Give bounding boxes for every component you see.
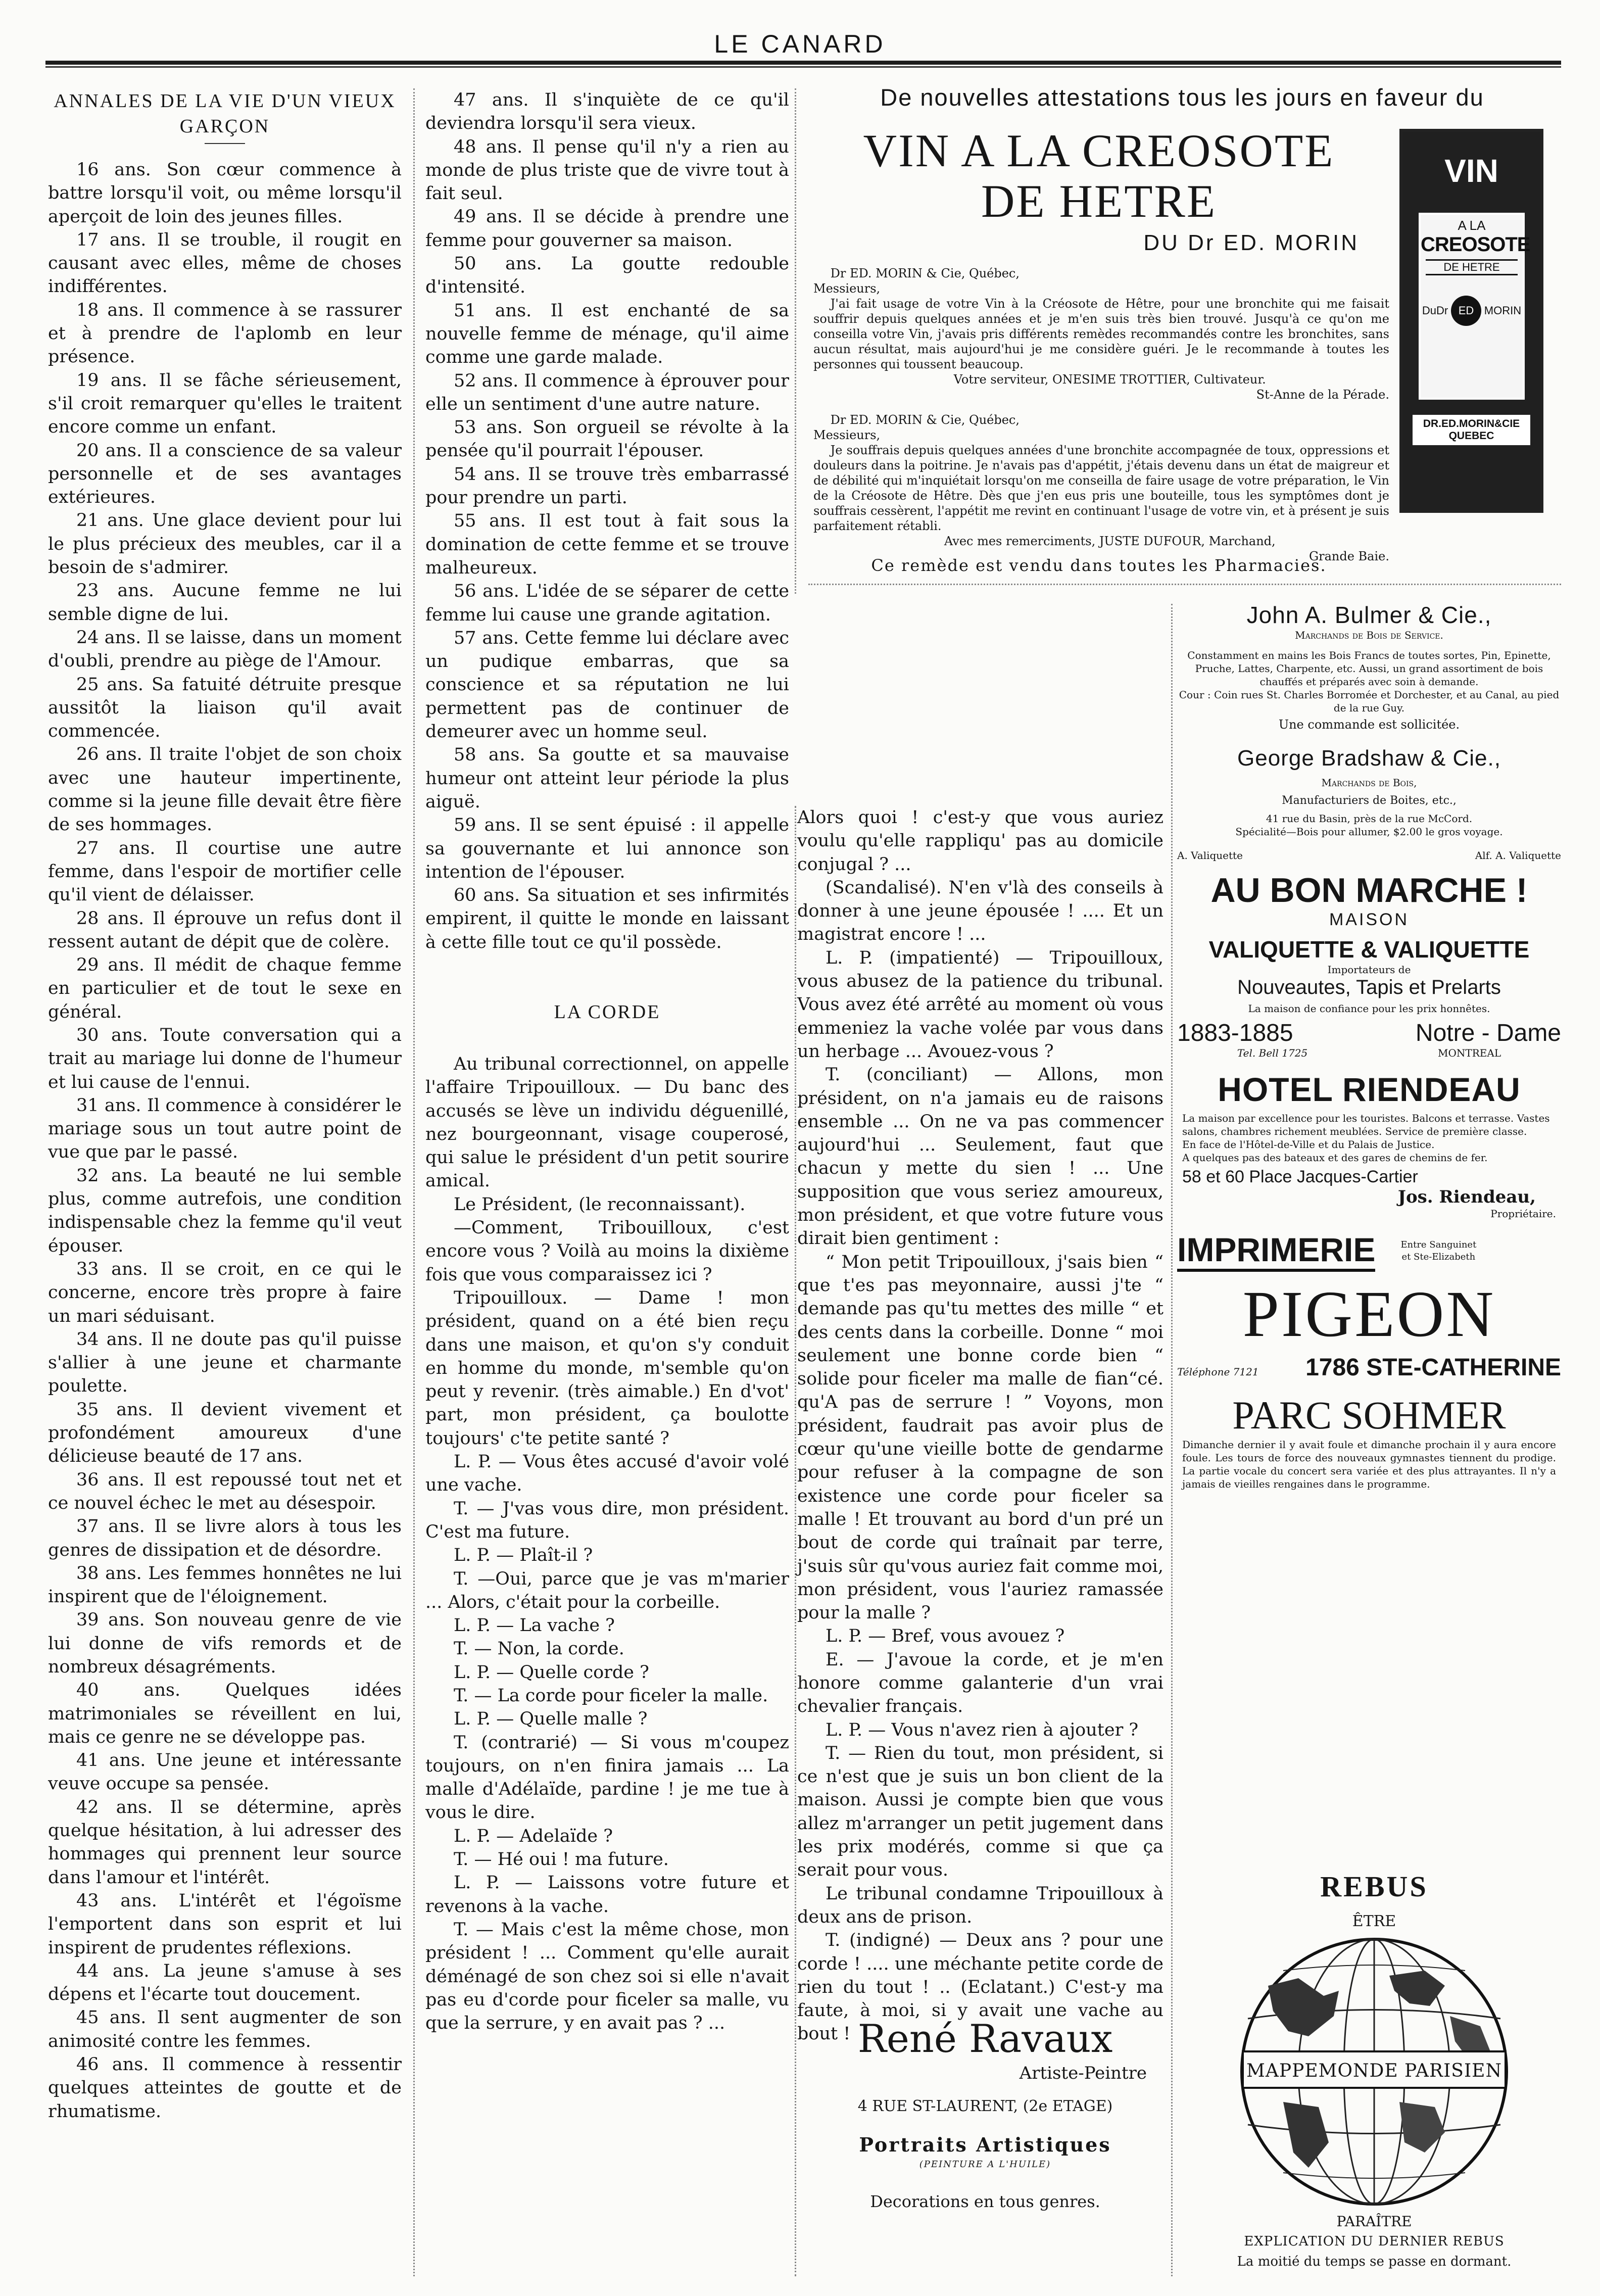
paragraph: 23 ans. Aucune femme ne lui semble digne de lui.	[48, 581, 402, 625]
masthead-rule	[45, 61, 1561, 65]
paragraph: L. P. — Quelle malle ?	[454, 1709, 648, 1730]
paragraph: 47 ans. Il s'inquiète de ce qu'il deviendra lorsqu'il sera vieux.	[425, 90, 789, 134]
pigeon-name: PIGEON	[1242, 1278, 1496, 1351]
masthead	[0, 0, 1600, 66]
imprimerie-et: et Ste-Elizabeth	[1401, 1252, 1476, 1262]
paragraph: 17 ans. Il se trouble, il rougit en causant avec elles, même de choses indifférentes.	[48, 229, 402, 297]
paragraph: Le Président, (le reconnaissant).	[454, 1194, 746, 1215]
bottle-label-text: MORIN	[1484, 304, 1522, 317]
bon-marche-goods: Nouveautes, Tapis et Prelarts	[1237, 976, 1501, 998]
column-divider	[413, 88, 415, 2276]
paragraph: Au tribunal correctionnel, on appelle l'affaire Tripouilloux. — Du banc des accusés se lève un individu déguenillé, nez bourgeonnant, visage couperosé, qui salue le président d'un petit sourire amical.	[425, 1054, 789, 1191]
bottle-label-text: DE HETRE	[1426, 259, 1518, 275]
bulmer-name: John A. Bulmer & Cie.,	[1246, 602, 1492, 628]
paragraph: 37 ans. Il se livre alors à tous les genres de dissipation et de désordre.	[48, 1516, 402, 1560]
pigeon-address: 1786 STE-CATHERINE	[1305, 1354, 1561, 1381]
column-divider	[795, 88, 796, 594]
column-divider	[795, 806, 796, 2276]
newspaper-title: LE CANARD	[714, 30, 886, 58]
ad-title-line1: VIN A LA CREOSOTE	[863, 125, 1335, 176]
paragraph: 16 ans. Son cœur commence à battre lorsqu'il voit, ou même lorsqu'il aperçoit de loin des jeunes filles.	[48, 160, 402, 227]
bradshaw-sub: Marchands de Bois,	[1321, 777, 1417, 789]
paragraph: 51 ans. Il est enchanté de sa nouvelle femme de ménage, qu'il aime comme une garde malade.	[425, 300, 789, 368]
paragraph: 50 ans. La goutte redouble d'intensité.	[425, 254, 789, 298]
bradshaw-name: George Bradshaw & Cie.,	[1237, 746, 1501, 771]
paragraph: 29 ans. Il médit de chaque femme en particulier et de tout le sexe en général.	[48, 955, 402, 1022]
valiquette-left: A. Valiquette	[1177, 849, 1243, 862]
paragraph: 19 ans. Il se fâche sérieusement, s'il croit remarquer qu'elles le traitent encore comme un enfant.	[48, 370, 402, 438]
ravaux-title: Artiste-Peintre	[1019, 2063, 1147, 2083]
paragraph: E. — J'avoue la corde, et je m'en honore comme galanterie d'un vrai chevalier français.	[797, 1649, 1163, 1717]
masthead-rule-thin	[45, 66, 1561, 68]
paragraph: 40 ans. Quelques idées matrimoniales se réveillent en lui, mais ce genre ne se développe pas.	[48, 1680, 402, 1747]
paragraph: 24 ans. Il se laisse, dans un moment d'oubli, prendre au piège de l'Amour.	[48, 627, 402, 672]
bottle-label-vin: VIN	[1444, 153, 1498, 189]
riendeau-role: Propriétaire.	[1490, 1208, 1556, 1220]
riendeau-body3: A quelques pas des bateaux et des gares de chemins de fer.	[1182, 1152, 1488, 1164]
ravaux-decorations: Decorations en tous genres.	[870, 2192, 1100, 2211]
paragraph: L. P. — La vache ?	[454, 1615, 615, 1636]
valiquette-right: Alf. A. Valiquette	[1475, 849, 1561, 862]
section-divider	[808, 584, 1561, 585]
paragraph: L. P. (impatienté) — Tripouilloux, vous abusez de la patience du tribunal. Vous avez été arrêté au moment où vous emmeniez la vache volée par vous dans un herbage ... Avouez-vous ?	[797, 947, 1163, 1062]
paragraph: 53 ans. Son orgueil se révolte à la pensée qu'il pourrait l'épouser.	[425, 417, 789, 461]
paragraph: 30 ans. Toute conversation qui a trait au mariage lui donne de l'humeur et lui cause de l'ennui.	[48, 1025, 402, 1092]
letter-place: Grande Baie.	[1308, 549, 1389, 563]
bottle-label-text: A LA	[1458, 218, 1486, 233]
paragraph: 26 ans. Il traite l'objet de son choix avec une hauteur impertinente, comme si la jeune fille devait être fière de ses hommages.	[48, 744, 402, 835]
bottle-illustration	[1399, 129, 1543, 513]
paragraph: L. P. — Vous n'avez rien à ajouter ?	[826, 1719, 1139, 1740]
bottle-label-text: DuDr	[1422, 304, 1448, 317]
imprimerie-label: IMPRIMERIE	[1177, 1230, 1375, 1272]
bulmer-sub: Marchands de Bois de Service.	[1295, 629, 1443, 641]
paragraph: 25 ans. Sa fatuité détruite presque aussitôt la liaison qu'il avait commencée.	[48, 674, 402, 742]
annales-column	[48, 88, 402, 2123]
annales-body	[48, 158, 402, 2123]
paragraph: 59 ans. Il se sent épuisé : il appelle sa gouvernante et lui annonce son intention de l'épouser.	[425, 815, 789, 882]
ad-byline: DU Dr ED. MORIN	[1143, 230, 1359, 255]
corde-continued-body	[797, 806, 1163, 2046]
bottle-label-text: QUEBEC	[1448, 430, 1494, 442]
paragraph: L. P. — Laissons votre future et revenons à la vache.	[425, 1873, 789, 1917]
bradshaw-address: 41 rue du Basin, près de la rue McCord.	[1266, 812, 1473, 825]
paragraph: 45 ans. Il sent augmenter de son animosité contre les femmes.	[48, 2007, 402, 2051]
vin-creosote-ad	[808, 83, 1556, 589]
paragraph: Tripouilloux. — Dame ! mon président, quand on a été bien reçu dans une maison, et qu'on s'y conduit en homme du monde, m'semble qu'on peut y revenir. (très aimable.) En d'vot' part, mon président, ça boulotte toujours' c'te petite santé ?	[425, 1287, 789, 1449]
paragraph: Le tribunal condamne Tripouilloux à deux ans de prison.	[797, 1883, 1163, 1927]
title-rule	[205, 143, 245, 144]
bottle-seal: ED	[1451, 296, 1481, 326]
bradshaw-sub2: Manufacturiers de Boites, etc.,	[1282, 794, 1457, 807]
sohmer-body: Dimanche dernier il y avait foule et dimanche prochain il y aura encore foule. Les tours de force des nouveaux gymnastes tiennent du prodige. La partie vocale du concert sera variée et des plus attrayantes. Il n'y a jamais de vieilles rengaines dans le programme.	[1182, 1439, 1556, 1490]
bulmer-body: Constamment en mains les Bois Francs de toutes sortes, Pin, Epinette, Pruche, Lattes, Charpente, etc. Aussi, un grand assortiment de bois chauffés et préparés avec soin à demande.	[1187, 649, 1551, 688]
imprimerie-entre: Entre Sanguinet	[1400, 1239, 1477, 1250]
bon-marche-number: 1883-1885	[1177, 1020, 1293, 1046]
paragraph: 18 ans. Il commence à se rassurer et à prendre de l'aplomb en leur présence.	[48, 300, 402, 367]
riendeau-owner: Jos. Riendeau,	[1397, 1187, 1536, 1207]
paragraph: 49 ans. Il se décide à prendre une femme pour gouverner sa maison.	[425, 207, 789, 251]
ad-attestations: De nouvelles attestations tous les jours en faveur du	[880, 84, 1484, 111]
ravaux-medium: (PEINTURE A L'HUILE)	[919, 2159, 1051, 2170]
letter-place: St-Anne de la Pérade.	[1256, 388, 1389, 402]
rebus-answer: La moitié du temps se passe en dormant.	[1237, 2254, 1512, 2269]
paragraph: T. (contrarié) — Si vous m'coupez toujours, on n'en finira jamais ... La malle d'Adélaïde, pardine ! je me tue à vous le dire.	[425, 1732, 789, 1823]
letter-salutation: Messieurs,	[813, 428, 881, 442]
letter-salutation: Messieurs,	[813, 281, 881, 296]
paragraph: T. (conciliant) — Allons, mon président, on n'a jamais eu de raisons ensemble ... On ne va pas commencer aujourd'hui ... Seulement, faut que chacun y mette du sien ! ... Une supposition que vous seriez amoureux, mon président, et que votre future vous dirait bien gentiment :	[797, 1065, 1163, 1249]
paragraph: 38 ans. Les femmes honnêtes ne lui inspirent que de l'éloignement.	[48, 1563, 402, 1607]
bradshaw-note: Spécialité—Bois pour allumer, $2.00 le gros voyage.	[1235, 826, 1503, 838]
bon-marche-street: Notre - Dame	[1415, 1020, 1561, 1046]
paragraph: 39 ans. Son nouveau genre de vie lui donne de vifs remords et de nombreux désagréments.	[48, 1610, 402, 1677]
bon-marche-city: MONTREAL	[1438, 1047, 1501, 1059]
riendeau-body2: En face de l'Hôtel-de-Ville et du Palais de Justice.	[1182, 1138, 1435, 1151]
paragraph: L. P. — Plaît-il ?	[454, 1545, 593, 1566]
letter-signature: Votre serviteur, ONESIME TROTTIER, Cultivateur.	[953, 372, 1266, 387]
corde-continued-column	[797, 806, 1163, 2046]
paragraph: T. —Oui, parce que je vas m'marier ... Alors, c'était pour la corbeille.	[425, 1568, 789, 1612]
testimonial-letter-1	[808, 266, 1389, 564]
paragraph: T. — La corde pour ficeler la malle.	[454, 1686, 768, 1706]
rebus-band-text: MAPPEMONDE PARISIEN	[1246, 2061, 1502, 2081]
riendeau-title: HOTEL RIENDEAU	[1218, 1071, 1521, 1108]
bulmer-address: Cour : Coin rues St. Charles Borromée et Dorchester, et au Canal, au pied de la rue Guy.	[1179, 689, 1560, 714]
paragraph: L. P. — Bref, vous avouez ?	[826, 1626, 1065, 1647]
bon-marche-motto: La maison de confiance pour les prix honnêtes.	[1248, 1002, 1490, 1015]
annales-title: ANNALES DE LA VIE D'UN VIEUX GARÇON	[54, 90, 396, 137]
bottle-label	[1419, 213, 1530, 400]
ravaux-address: 4 RUE ST-LAURENT, (2e ETAGE)	[857, 2097, 1113, 2115]
paragraph: 36 ans. Il est repoussé tout net et ce nouvel échec le met au désespoir.	[48, 1469, 402, 1513]
paragraph: 27 ans. Il courtise une autre femme, dans l'espoir de mortifier celle qu'il vient de délaisser.	[48, 838, 402, 905]
rebus-explanation-title: EXPLICATION DU DERNIER REBUS	[1244, 2234, 1505, 2249]
paragraph: 21 ans. Une glace devient pour lui le plus précieux des meubles, car il a besoin de s'admirer.	[48, 510, 402, 578]
paragraph: 43 ans. L'intérêt et l'égoïsme l'emportent dans son esprit et lui inspirent de prudentes réflexions.	[48, 1890, 402, 1958]
rebus-area	[1182, 1870, 1566, 2284]
corde-title: LA CORDE	[554, 1001, 661, 1023]
bottle-label-text: CREOSOTE	[1421, 233, 1530, 256]
bon-marche-tel: Tel. Bell 1725	[1237, 1047, 1308, 1059]
bon-marche-title: AU BON MARCHE !	[1210, 871, 1528, 910]
letter-body: Je souffrais depuis quelques années d'une bronchite accompagnée de toux, oppressions et douleurs dans la poitrine. Je n'avais pas d'appétit, j'étais devenu dans un état de maigreur et de débilité qui m'inquiétait lorsqu'on me conseilla de faire usage de votre préparation, le Vin de la Créosote de Hêtre. Dès que j'en eus pris une bouteille, tous les symptômes dont je souffrais cessèrent, l'appétit me revint en continuant l'usage de votre vin, et à présent je suis parfaitement rétabli.	[813, 443, 1389, 533]
ad-footer: Ce remède est vendu dans toutes les Pharmacies.	[871, 556, 1327, 575]
paragraph: 54 ans. Il se trouve très embarrassé pour prendre un parti.	[425, 464, 789, 508]
paragraph: —Comment, Tribouilloux, c'est encore vous ? Voilà au moins la dixième fois que vous comparaissez ici ?	[425, 1218, 789, 1285]
ravaux-portraits: Portraits Artistiques	[859, 2133, 1111, 2156]
letter-body: J'ai fait usage de votre Vin à la Créosote de Hêtre, pour une bronchite qui me faisait souffrir depuis quelques années et je m'en suis très bien trouvé. Jusqu'à ce qu'on me conseilla votre Vin, j'avais pris différents remèdes recommandés contre les bronchites, sans aucun résultat, mais aujourd'hui je me considère guéri. Je le recommande à toutes les personnes qui toussent beaucoup.	[813, 297, 1389, 371]
rebus-top-word: ÊTRE	[1352, 1912, 1396, 1930]
paragraph: 42 ans. Il se détermine, après quelque hésitation, à lui adresser des hommages qui prennent leur source dans l'amour et l'intérêt.	[48, 1797, 402, 1888]
bon-marche-firm: VALIQUETTE & VALIQUETTE	[1208, 936, 1530, 963]
paragraph: 35 ans. Il devient vivement et profondément amoureux d'une délicieuse beauté de 17 ans.	[48, 1399, 402, 1467]
riendeau-body1: La maison par excellence pour les touristes. Balcons et terrasse. Vastes salons, chambres richement meublées. Service de première classe.	[1182, 1112, 1550, 1137]
ad-title-line2: DE HETRE	[981, 175, 1217, 227]
paragraph: T. — Rien du tout, mon président, si ce n'est que je suis un bon client de la maison. Aussi je compte bien que vous allez m'arranger un petit jugement dans les prix modérés, comme si que ça serait pour vous.	[797, 1743, 1163, 1881]
corde-body	[425, 1053, 789, 2035]
pigeon-phone: Téléphone 7121	[1177, 1366, 1259, 1378]
bon-marche-maison: MAISON	[1329, 910, 1410, 929]
paragraph: 48 ans. Il pense qu'il n'y a rien au monde de plus triste que de vivre tout à fait seul.	[425, 136, 789, 204]
paragraph: 57 ans. Cette femme lui déclare avec un pudique embarras, que sa conscience et sa réputation ne lui permettent pas de continuer de demeurer avec un homme seul.	[425, 628, 789, 742]
paragraph: 52 ans. Il commence à éprouver pour elle un sentiment d'une autre nature.	[425, 370, 789, 414]
paragraph: L. P. — Vous êtes accusé d'avoir volé une vache.	[425, 1452, 789, 1496]
rebus-bottom-word: PARAÎTRE	[1336, 2213, 1412, 2230]
paragraph: 56 ans. L'idée de se séparer de cette femme lui cause une grande agitation.	[425, 581, 789, 625]
paragraph: 31 ans. Il commence à considérer le mariage sous un tout autre point de vue que par le passé.	[48, 1095, 402, 1163]
sohmer-title: PARC SOHMER	[1232, 1393, 1506, 1437]
bottle-maker	[1413, 415, 1530, 445]
paragraph: 44 ans. La jeune s'amuse à ses dépens et l'écarte tout doucement.	[48, 1960, 402, 2005]
paragraph: T. — Hé oui ! ma future.	[454, 1849, 669, 1870]
paragraph: T. — Non, la corde.	[454, 1639, 624, 1659]
paragraph: 41 ans. Une jeune et intéressante veuve occupe sa pensée.	[48, 1750, 402, 1794]
paragraph: L. P. — Adelaïde ?	[454, 1826, 613, 1846]
paragraph: L. P. — Quelle corde ?	[454, 1662, 649, 1683]
paragraph: 58 ans. Sa goutte et sa mauvaise humeur ont atteint leur période la plus aiguë.	[425, 745, 789, 812]
rebus-title: REBUS	[1320, 1870, 1428, 1903]
column-two	[425, 88, 789, 2035]
paragraph: 28 ans. Il éprouve un refus dont il ressent autant de dépit que de colère.	[48, 908, 402, 952]
paragraph: T. — Mais c'est la même chose, mon président ! ... Comment qu'elle aurait déménagé de son chez soi si elle n'avait pas eu d'corde pour ficeler sa malle, vu que la serrure, y en avait pas ? ...	[425, 1919, 789, 2034]
paragraph: 33 ans. Il se croit, en ce qui le concerne, encore très propre à faire un mari séduisant.	[48, 1259, 402, 1326]
paragraph: 46 ans. Il commence à ressentir quelques atteintes de goutte et de rhumatisme.	[48, 2054, 402, 2122]
paragraph: “ Mon petit Tripouilloux, j'sais bien “ que t'es pas meyonnaire, aussi j'te “ demande pas qu'tu mettes des mille “ et des cents dans la corbeille. Donne “ moi seulement une bonne corde bien “ solide pour ficeler ma malle de fian“cé. qu'A pas de serrure ! ” Voyons, mon président, faudrait pas avoir plus de cœur qu'une vieille botte de gendarme pour refuser à la compagne de son existence une corde pour ficeler sa malle ! Et trouvant au bord d'un pré un bout de corde qui traînait par terre, j'suis sûr qu'vous auriez fait comme moi, mon président, vous l'auriez ramassée pour la malle ?	[797, 1252, 1163, 1623]
letter-address: Dr ED. MORIN & Cie, Québec,	[830, 413, 1020, 427]
ravaux-name: René Ravaux	[857, 2016, 1113, 2061]
paragraph: Alors quoi ! c'est-y que vous auriez voulu qu'elle rappliqu' pas au domicile conjugal ? ...	[797, 807, 1163, 875]
paragraph: 55 ans. Il est tout à fait sous la domination de cette femme et se trouve malheureux.	[425, 511, 789, 578]
bottle-label-text: DR.ED.MORIN&CIE	[1423, 418, 1520, 429]
bon-marche-importers: Importateurs de	[1327, 964, 1411, 976]
bulmer-note: Une commande est sollicitée.	[1278, 718, 1460, 732]
ravaux-ad	[803, 2016, 1167, 2211]
letter-signature: Avec mes remerciments, JUSTE DUFOUR, Marchand,	[944, 534, 1276, 548]
paragraph: (Scandalisé). N'en v'là des conseils à donner à une jeune épousée ! .... Et un magistrat encore ! ...	[797, 877, 1163, 945]
ads-column	[1172, 601, 1566, 1491]
paragraph: 20 ans. Il a conscience de sa valeur personnelle et de ses avantages extérieures.	[48, 440, 402, 508]
letter-address: Dr ED. MORIN & Cie, Québec,	[830, 266, 1020, 280]
riendeau-address: 58 et 60 Place Jacques-Cartier	[1182, 1167, 1418, 1186]
paragraph: 34 ans. Il ne doute pas qu'il puisse s'allier à une jeune et charmante poulette.	[48, 1329, 402, 1397]
paragraph: 60 ans. Sa situation et ses infirmités empirent, il quitte le monde en laissant à cette fille tout ce qu'il possède.	[425, 885, 789, 952]
paragraph: T. (indigné) — Deux ans ? pour une corde ! .... une méchante petite corde de rien du tout ! .. (Eclatant.) C'est-y ma faute, à moi, si y avait une vache au bout !	[797, 1930, 1163, 2044]
paragraph: 32 ans. La beauté ne lui semble plus, comme autrefois, une condition indispensable chez la femme qu'il veut épouser.	[48, 1165, 402, 1256]
paragraph: T. — J'vas vous dire, mon président. C'est ma future.	[425, 1498, 789, 1542]
annales-continued-body	[425, 88, 789, 954]
